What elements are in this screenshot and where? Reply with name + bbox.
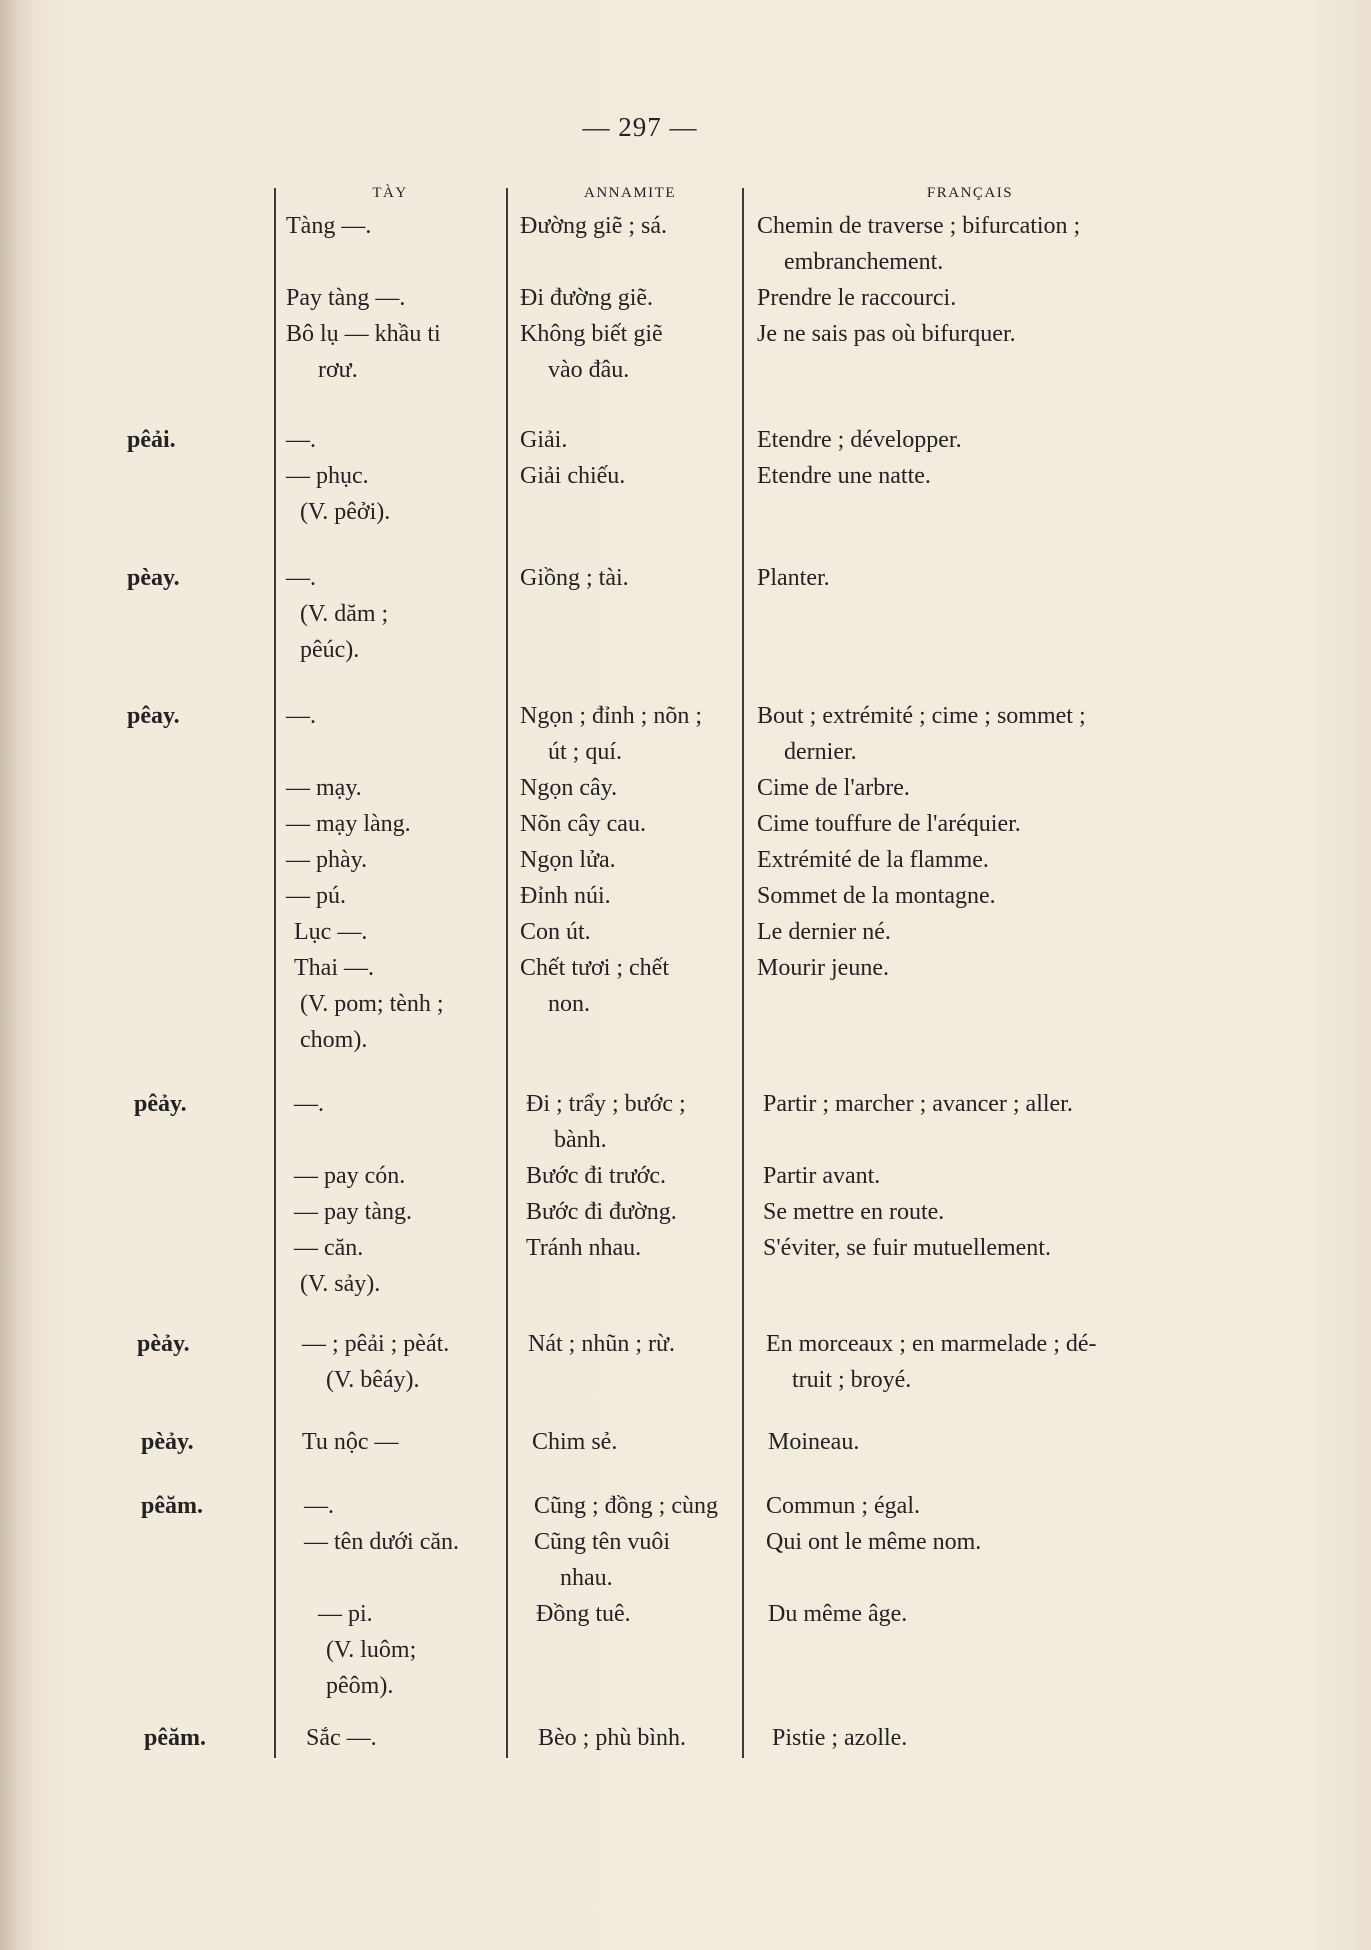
tay-line: Tàng —. <box>286 213 372 239</box>
french-line: Du même âge. <box>768 1601 908 1627</box>
annamite-line: Tránh nhau. <box>526 1235 642 1261</box>
tay-line: —. <box>286 703 316 729</box>
header-annamite: ANNAMITE <box>584 185 676 201</box>
headword: pêăm. <box>144 1725 206 1751</box>
tay-line: — pú. <box>286 883 346 909</box>
french-line: Partir avant. <box>763 1163 881 1189</box>
column-divider-3 <box>742 188 744 1758</box>
annamite-line: Giải. <box>520 427 568 453</box>
french-line: truit ; broyé. <box>792 1367 912 1393</box>
tay-line: — mạy làng. <box>286 811 411 837</box>
french-line: Je ne sais pas où bifurquer. <box>757 321 1016 347</box>
tay-line: chom). <box>300 1027 368 1053</box>
annamite-line: Giồng ; tài. <box>520 565 629 591</box>
annamite-line: Đi đường giẽ. <box>520 285 654 311</box>
page-number: — 297 — <box>582 112 698 142</box>
tay-line: — pay tàng. <box>294 1199 412 1225</box>
annamite-line: Đường giẽ ; sá. <box>520 213 668 239</box>
annamite-line: Bước đi đường. <box>526 1199 677 1225</box>
tay-line: Sắc —. <box>306 1725 377 1751</box>
tay-line: —. <box>294 1091 324 1117</box>
french-line: Se mettre en route. <box>763 1199 945 1225</box>
annamite-line: út ; quí. <box>548 739 623 765</box>
tay-line: — pay cón. <box>294 1163 406 1189</box>
header-francais: FRANÇAIS <box>926 185 1014 201</box>
tay-line: Lục —. <box>294 919 368 945</box>
tay-line: —. <box>286 565 316 591</box>
french-line: Qui ont le même nom. <box>766 1529 982 1555</box>
tay-line: (V. pêởi). <box>300 499 391 525</box>
annamite-line: Đồng tuê. <box>536 1601 631 1627</box>
tay-line: Pay tàng —. <box>286 285 406 311</box>
french-line: Le dernier né. <box>757 919 891 945</box>
tay-line: — căn. <box>294 1235 364 1261</box>
tay-line: (V. luôm; <box>326 1637 417 1663</box>
tay-line: Tu nộc — <box>302 1429 399 1455</box>
column-divider-2 <box>506 188 508 1758</box>
annamite-line: vào đâu. <box>548 357 630 383</box>
french-line: Etendre ; développer. <box>757 427 962 453</box>
annamite-line: Ngọn ; đỉnh ; nõn ; <box>520 703 703 729</box>
annamite-line: Bước đi trước. <box>526 1163 667 1189</box>
tay-line: — mạy. <box>286 775 362 801</box>
tay-line: (V. dăm ; <box>300 601 389 627</box>
tay-line: (V. sảy). <box>300 1271 381 1297</box>
tay-line: — tên dưới căn. <box>304 1529 459 1555</box>
french-line: Bout ; extrémité ; cime ; sommet ; <box>757 703 1086 729</box>
tay-line: — ; pêải ; pèát. <box>302 1331 450 1357</box>
tay-line: — phục. <box>286 463 369 489</box>
french-line: Pistie ; azolle. <box>772 1725 908 1751</box>
tay-line: —. <box>304 1493 334 1519</box>
annamite-line: Nát ; nhũn ; rừ. <box>528 1331 675 1357</box>
annamite-line: Cũng tên vuôi <box>534 1529 670 1555</box>
annamite-line: Bèo ; phù bình. <box>538 1725 686 1751</box>
headword: pêăm. <box>141 1493 203 1519</box>
french-line: Moineau. <box>768 1429 860 1455</box>
tay-line: — phày. <box>286 847 368 873</box>
annamite-line: Đi ; trẩy ; bước ; <box>526 1091 686 1117</box>
annamite-line: Chim sẻ. <box>532 1429 618 1455</box>
tay-line: Bô lụ — khầu ti <box>286 321 441 347</box>
tay-line: (V. bêáy). <box>326 1367 420 1393</box>
headword: pèảy. <box>141 1429 194 1455</box>
headword: pèay. <box>127 565 180 591</box>
french-line: Etendre une natte. <box>757 463 931 489</box>
annamite-line: Không biết giẽ <box>520 321 663 347</box>
french-line: Chemin de traverse ; bifurcation ; <box>757 213 1081 239</box>
french-line: Prendre le raccourci. <box>757 285 957 311</box>
tay-line: pêôm). <box>326 1673 394 1699</box>
headword: pêay. <box>127 703 180 729</box>
header-tay: TÀY <box>372 185 408 201</box>
annamite-line: nhau. <box>560 1565 613 1591</box>
annamite-line: bành. <box>554 1127 607 1153</box>
tay-line: rơư. <box>318 357 358 383</box>
french-line: Extrémité de la flamme. <box>757 847 989 873</box>
column-divider-1 <box>274 188 276 1758</box>
french-line: Planter. <box>757 565 830 591</box>
annamite-line: Con út. <box>520 919 591 945</box>
tay-line: pêúc). <box>300 637 360 663</box>
tay-line: — pi. <box>318 1601 373 1627</box>
french-line: Cime de l'arbre. <box>757 775 910 801</box>
annamite-line: non. <box>548 991 590 1017</box>
french-line: dernier. <box>784 739 857 765</box>
annamite-line: Chết tươi ; chết <box>520 955 670 981</box>
tay-line: (V. pom; tènh ; <box>300 991 444 1017</box>
french-line: Partir ; marcher ; avancer ; aller. <box>763 1091 1073 1117</box>
tay-line: —. <box>286 427 316 453</box>
annamite-line: Đỉnh núi. <box>520 883 611 909</box>
annamite-line: Cũng ; đồng ; cùng <box>534 1493 718 1519</box>
annamite-line: Giải chiếu. <box>520 463 626 489</box>
headword: pêảy. <box>134 1091 187 1117</box>
french-line: Sommet de la montagne. <box>757 883 996 909</box>
french-line: Cime touffure de l'aréquier. <box>757 811 1021 837</box>
headword: pêải. <box>127 427 176 453</box>
annamite-line: Ngọn cây. <box>520 775 618 801</box>
french-line: S'éviter, se fuir mutuellement. <box>763 1235 1051 1261</box>
headword: pèảy. <box>137 1331 190 1357</box>
french-line: embranchement. <box>784 249 944 275</box>
french-line: Mourir jeune. <box>757 955 889 981</box>
french-line: Commun ; égal. <box>766 1493 920 1519</box>
annamite-line: Nõn cây cau. <box>520 811 646 837</box>
annamite-line: Ngọn lửa. <box>520 847 616 873</box>
tay-line: Thai —. <box>294 955 374 981</box>
french-line: En morceaux ; en marmelade ; dé- <box>766 1331 1097 1357</box>
